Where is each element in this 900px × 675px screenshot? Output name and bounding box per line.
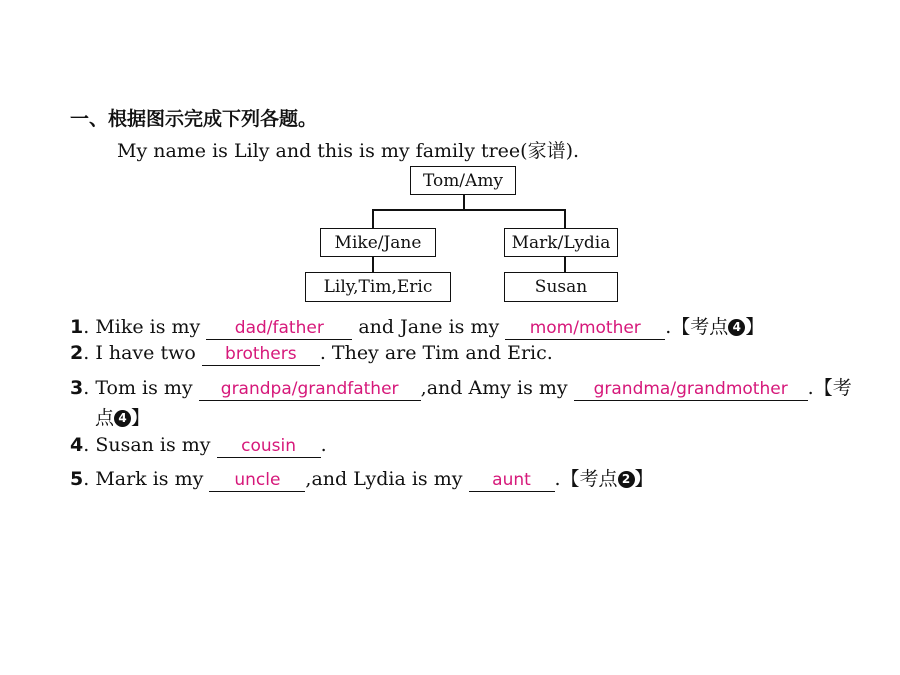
answer-blank: aunt [469, 469, 555, 492]
kaodian-badge-icon: 4 [114, 410, 131, 427]
answer-blank: uncle [209, 469, 305, 492]
question-text: .【考点 [665, 316, 729, 338]
tree-connector [372, 209, 565, 211]
tree-node-right-children: Susan [504, 272, 618, 302]
question-text: and Jane is my [358, 316, 500, 338]
question-text: ,and Lydia is my [305, 468, 463, 490]
question-text: 】 [131, 407, 151, 429]
kaodian-badge-icon: 2 [618, 471, 635, 488]
question-text: .【考点 [554, 468, 618, 490]
question-1 [70, 312, 764, 340]
question-number: 4 [70, 434, 84, 456]
answer-blank: grandpa/grandfather [199, 378, 421, 401]
kaodian-badge-icon: 4 [728, 319, 745, 336]
question-4 [70, 434, 327, 458]
answer-blank: brothers [202, 343, 320, 366]
section-heading: 一、根据图示完成下列各题。 [70, 108, 318, 130]
question-2 [70, 342, 553, 366]
question-3 [70, 373, 852, 401]
question-text: 点 [95, 407, 115, 429]
question-text: 】 [634, 468, 654, 490]
tree-connector [372, 257, 374, 272]
question-text: . Mark is my [83, 468, 204, 490]
intro-text: My name is Lily and this is my family tree(家谱). [117, 140, 580, 162]
question-text: 】 [745, 316, 765, 338]
tree-node-right-parents: Mark/Lydia [504, 228, 618, 257]
question-text: . Tom is my [83, 377, 193, 399]
tree-connector [564, 209, 566, 228]
question-text: ,and Amy is my [420, 377, 568, 399]
answer-blank: grandma/grandmother [574, 378, 808, 401]
question-text: .【考 [807, 377, 852, 399]
question-text: . They are Tim and Eric. [319, 342, 553, 364]
question-text: . Mike is my [83, 316, 201, 338]
tree-node-left-parents: Mike/Jane [320, 228, 436, 257]
question-text: . Susan is my [83, 434, 211, 456]
answer-blank: cousin [217, 435, 321, 458]
question-text: . I have two [83, 342, 196, 364]
tree-connector [463, 195, 465, 210]
answer-blank: mom/mother [505, 317, 665, 340]
question-text: . [320, 434, 327, 456]
tree-connector [564, 257, 566, 272]
question-number: 3 [70, 377, 84, 399]
question-number: 1 [70, 316, 84, 338]
question-5 [70, 464, 654, 492]
tree-connector [372, 209, 374, 228]
answer-blank: dad/father [206, 317, 352, 340]
question-3-continued [95, 403, 150, 430]
question-number: 5 [70, 468, 84, 490]
question-number: 2 [70, 342, 84, 364]
tree-node-grandparents: Tom/Amy [410, 166, 516, 195]
tree-node-left-children: Lily,Tim,Eric [305, 272, 451, 302]
